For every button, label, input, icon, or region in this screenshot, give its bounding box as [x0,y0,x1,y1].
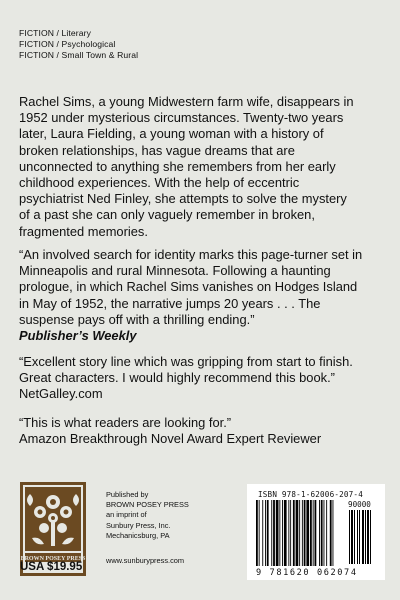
isbn-text: ISBN 978-1-62006-207-4 [258,490,363,499]
barcode-bar [279,500,280,566]
barcode-ean-number: 9 781620 062074 [256,568,358,578]
synopsis-line: fragmented memories. [19,223,148,239]
barcode-bar [306,500,309,566]
barcode-bar [326,500,327,566]
synopsis-line: of a past she can only vaguely remember in broken, [19,207,315,223]
review-source: Publisher’s Weekly [19,328,137,344]
barcode-bar [321,500,323,566]
barcode-bar [319,500,320,566]
synopsis [19,94,385,240]
barcode-addon-bar [370,510,371,564]
review-line: suspense pays off with a thrilling ending.” [19,311,255,327]
category-item: FICTION / Small Town & Rural [19,50,139,60]
category-list [19,28,138,61]
barcode-addon-bar [354,510,355,564]
barcode-bar [324,500,325,566]
review-line: in May of 1952, the narrative jumps 20 years . . . The [19,295,321,311]
barcode-bar [271,500,272,566]
review-line: prologue, in which Rachel Sims vanishes on Hodges Island [19,279,358,295]
barcode-addon-bar [349,510,350,564]
barcode-bar [299,500,300,566]
barcode-bar [315,500,317,566]
logo-text: BROWN POSEY PRESS [20,556,86,562]
barcode-bar [273,500,275,566]
barcode-bar [282,500,283,566]
barcode-bar [284,500,287,566]
barcode-bar [290,500,291,566]
barcode-bar [302,500,303,566]
barcode-addon-bar [357,510,358,564]
publisher-line: Published by [106,490,149,499]
synopsis-line: psychiatrist Ned Finley, she attempts to solve the mystery [19,191,347,207]
barcode-bar [313,500,314,566]
barcode-bar [304,500,306,566]
barcode-addon-bar [351,510,353,564]
barcode-bar [333,500,334,566]
category-item: FICTION / Literary [19,28,91,38]
review-line: “An involved search for identity marks this page-turner set in [19,247,363,262]
publisher-line: an imprint of [106,510,147,520]
synopsis-line: 1952 under mysterious circumstances. Twenty-two years [19,110,344,126]
category-item: FICTION / Psychological [19,39,116,49]
review-line: “This is what readers are looking for.” [19,415,232,430]
barcode-bar [276,500,279,566]
synopsis-line: childhood experiences. With the help of eccentric [19,175,300,191]
synopsis-line: unconnected to anything she remembers from her early [19,158,336,174]
barcode-bar [296,500,299,566]
review-source: Amazon Breakthrough Novel Award Expert Reviewer [19,431,322,447]
synopsis-line: broken relationships, has vague dreams that are [19,142,295,158]
review-source: NetGalley.com [19,386,103,402]
review-publishers-weekly [19,247,385,344]
barcode-addon-number: 90000 [348,500,371,509]
publisher-line: Mechanicsburg, PA [106,530,170,540]
review-amazon [19,415,385,447]
barcode-bar [293,500,295,566]
barcode-addon-bar [359,510,360,564]
review-line: “Excellent story line which was gripping from start to finish. [19,354,353,369]
price: USA $19.95 [20,561,83,573]
barcode-bar [256,500,258,566]
barcode-bar [267,500,269,566]
synopsis-line: Rachel Sims, a young Midwestern farm wife, disappears in [19,94,354,109]
review-line: Minneapolis and rural Minnesota. Following a haunting [19,263,331,279]
barcode-bar [330,500,332,566]
review-line: Great characters. I would highly recommend this book.” [19,370,335,386]
synopsis-line: later, Laura Fielding, a young woman with a history of [19,126,324,142]
barcode-bar [288,500,289,566]
barcode-addon-bar [362,510,364,564]
barcode-bar [310,500,312,566]
barcode-bar [265,500,266,566]
publisher-line: Sunbury Press, Inc. [106,520,171,530]
barcode-addon-bar [365,510,366,564]
review-netgalley [19,354,385,403]
barcode-bar [259,500,260,566]
publisher-info [106,490,189,541]
barcode-bar [262,500,263,566]
barcode-addon-bar [367,510,369,564]
publisher-url: www.sunburypress.com [106,556,185,565]
publisher-line: BROWN POSEY PRESS [106,500,189,510]
